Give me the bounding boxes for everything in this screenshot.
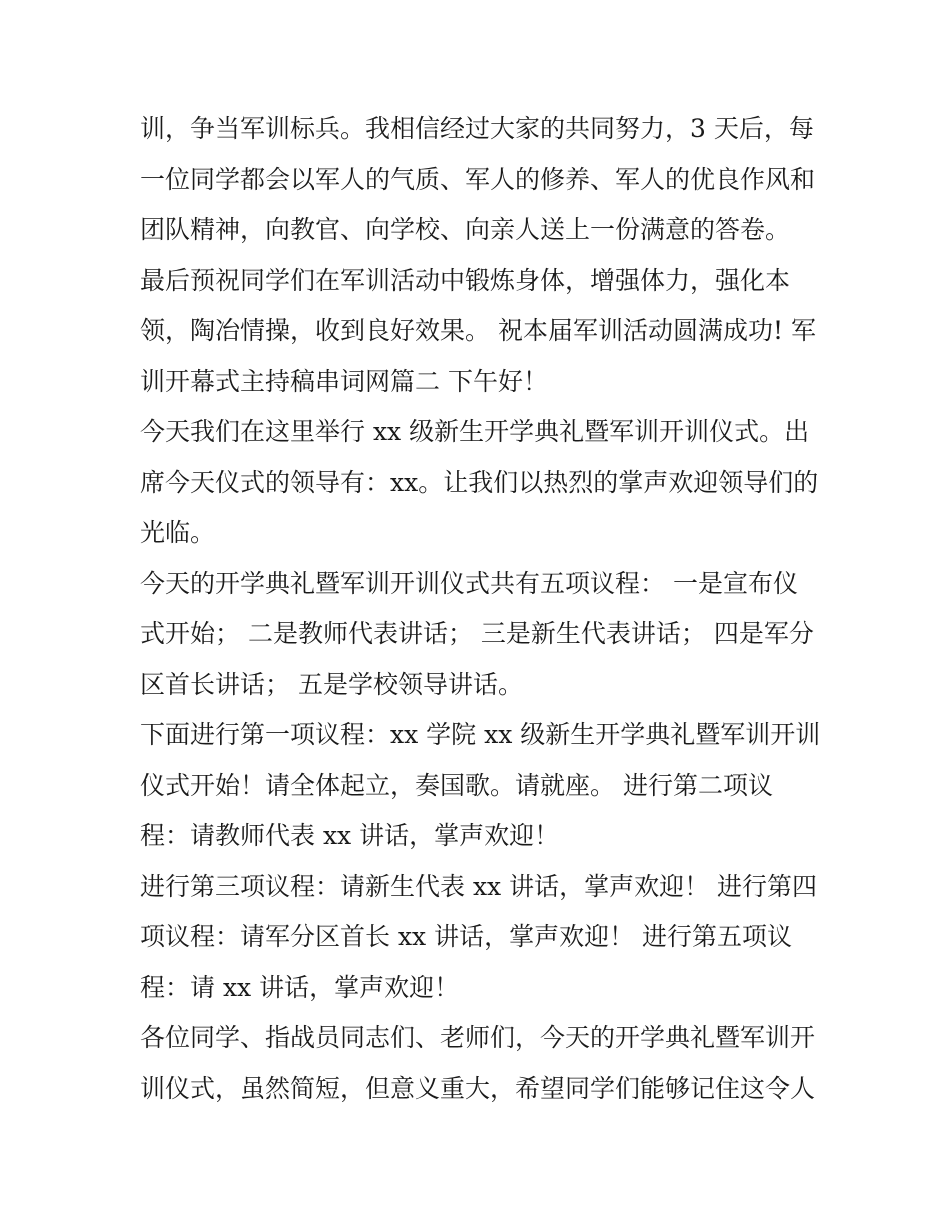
text-line: 光临。	[140, 518, 216, 547]
text-line: 程：请 xx 讲话，掌声欢迎！	[140, 972, 460, 1002]
text-line: 领，陶冶情操，收到良好效果。 祝本届军训活动圆满成功! 军	[140, 316, 816, 345]
text-line: 式开始； 二是教师代表讲话； 三是新生代表讲话； 四是军分	[140, 619, 814, 648]
text-line: 训仪式，虽然简短，但意义重大，希望同学们能够记住这令人	[140, 1073, 816, 1103]
text-line: 程：请教师代表 xx 讲话，掌声欢迎！	[140, 821, 560, 850]
text-line: 项议程：请军分区首长 xx 讲话，掌声欢迎！ 进行第五项议	[140, 922, 793, 951]
text-line: 区首长讲话； 五是学校领导讲话。	[140, 669, 523, 699]
text-line: 训，争当军训标兵。我相信经过大家的共同努力，3 天后，每	[140, 114, 814, 143]
body-text	[140, 104, 820, 1114]
text-line: 一位同学都会以军人的气质、军人的修养、军人的优良作风和	[140, 164, 816, 194]
text-line: 最后预祝同学们在军训活动中锻炼身体，增强体力，强化本	[140, 265, 791, 295]
text-line: 今天我们在这里举行 xx 级新生开学典礼暨军训开训仪式。出	[140, 417, 810, 446]
text-line: 下面进行第一项议程：xx 学院 xx 级新生开学典礼暨军训开训	[140, 720, 821, 749]
text-line: 进行第三项议程：请新生代表 xx 讲话，掌声欢迎！ 进行第四	[140, 871, 818, 901]
text-line: 各位同学、指战员同志们、老师们，今天的开学典礼暨军训开	[140, 1023, 816, 1052]
text-line: 训开幕式主持稿串词网篇二 下午好！	[140, 366, 548, 396]
text-line: 席今天仪式的领导有：xx。让我们以热烈的掌声欢迎领导们的	[140, 467, 819, 497]
text-line: 团队精神，向教官、向学校、向亲人送上一份满意的答卷。	[140, 215, 791, 244]
text-line: 今天的开学典礼暨军训开训仪式共有五项议程： 一是宣布仪	[140, 568, 798, 598]
text-line: 仪式开始！请全体起立，奏国歌。请就座。 进行第二项议	[140, 770, 773, 800]
